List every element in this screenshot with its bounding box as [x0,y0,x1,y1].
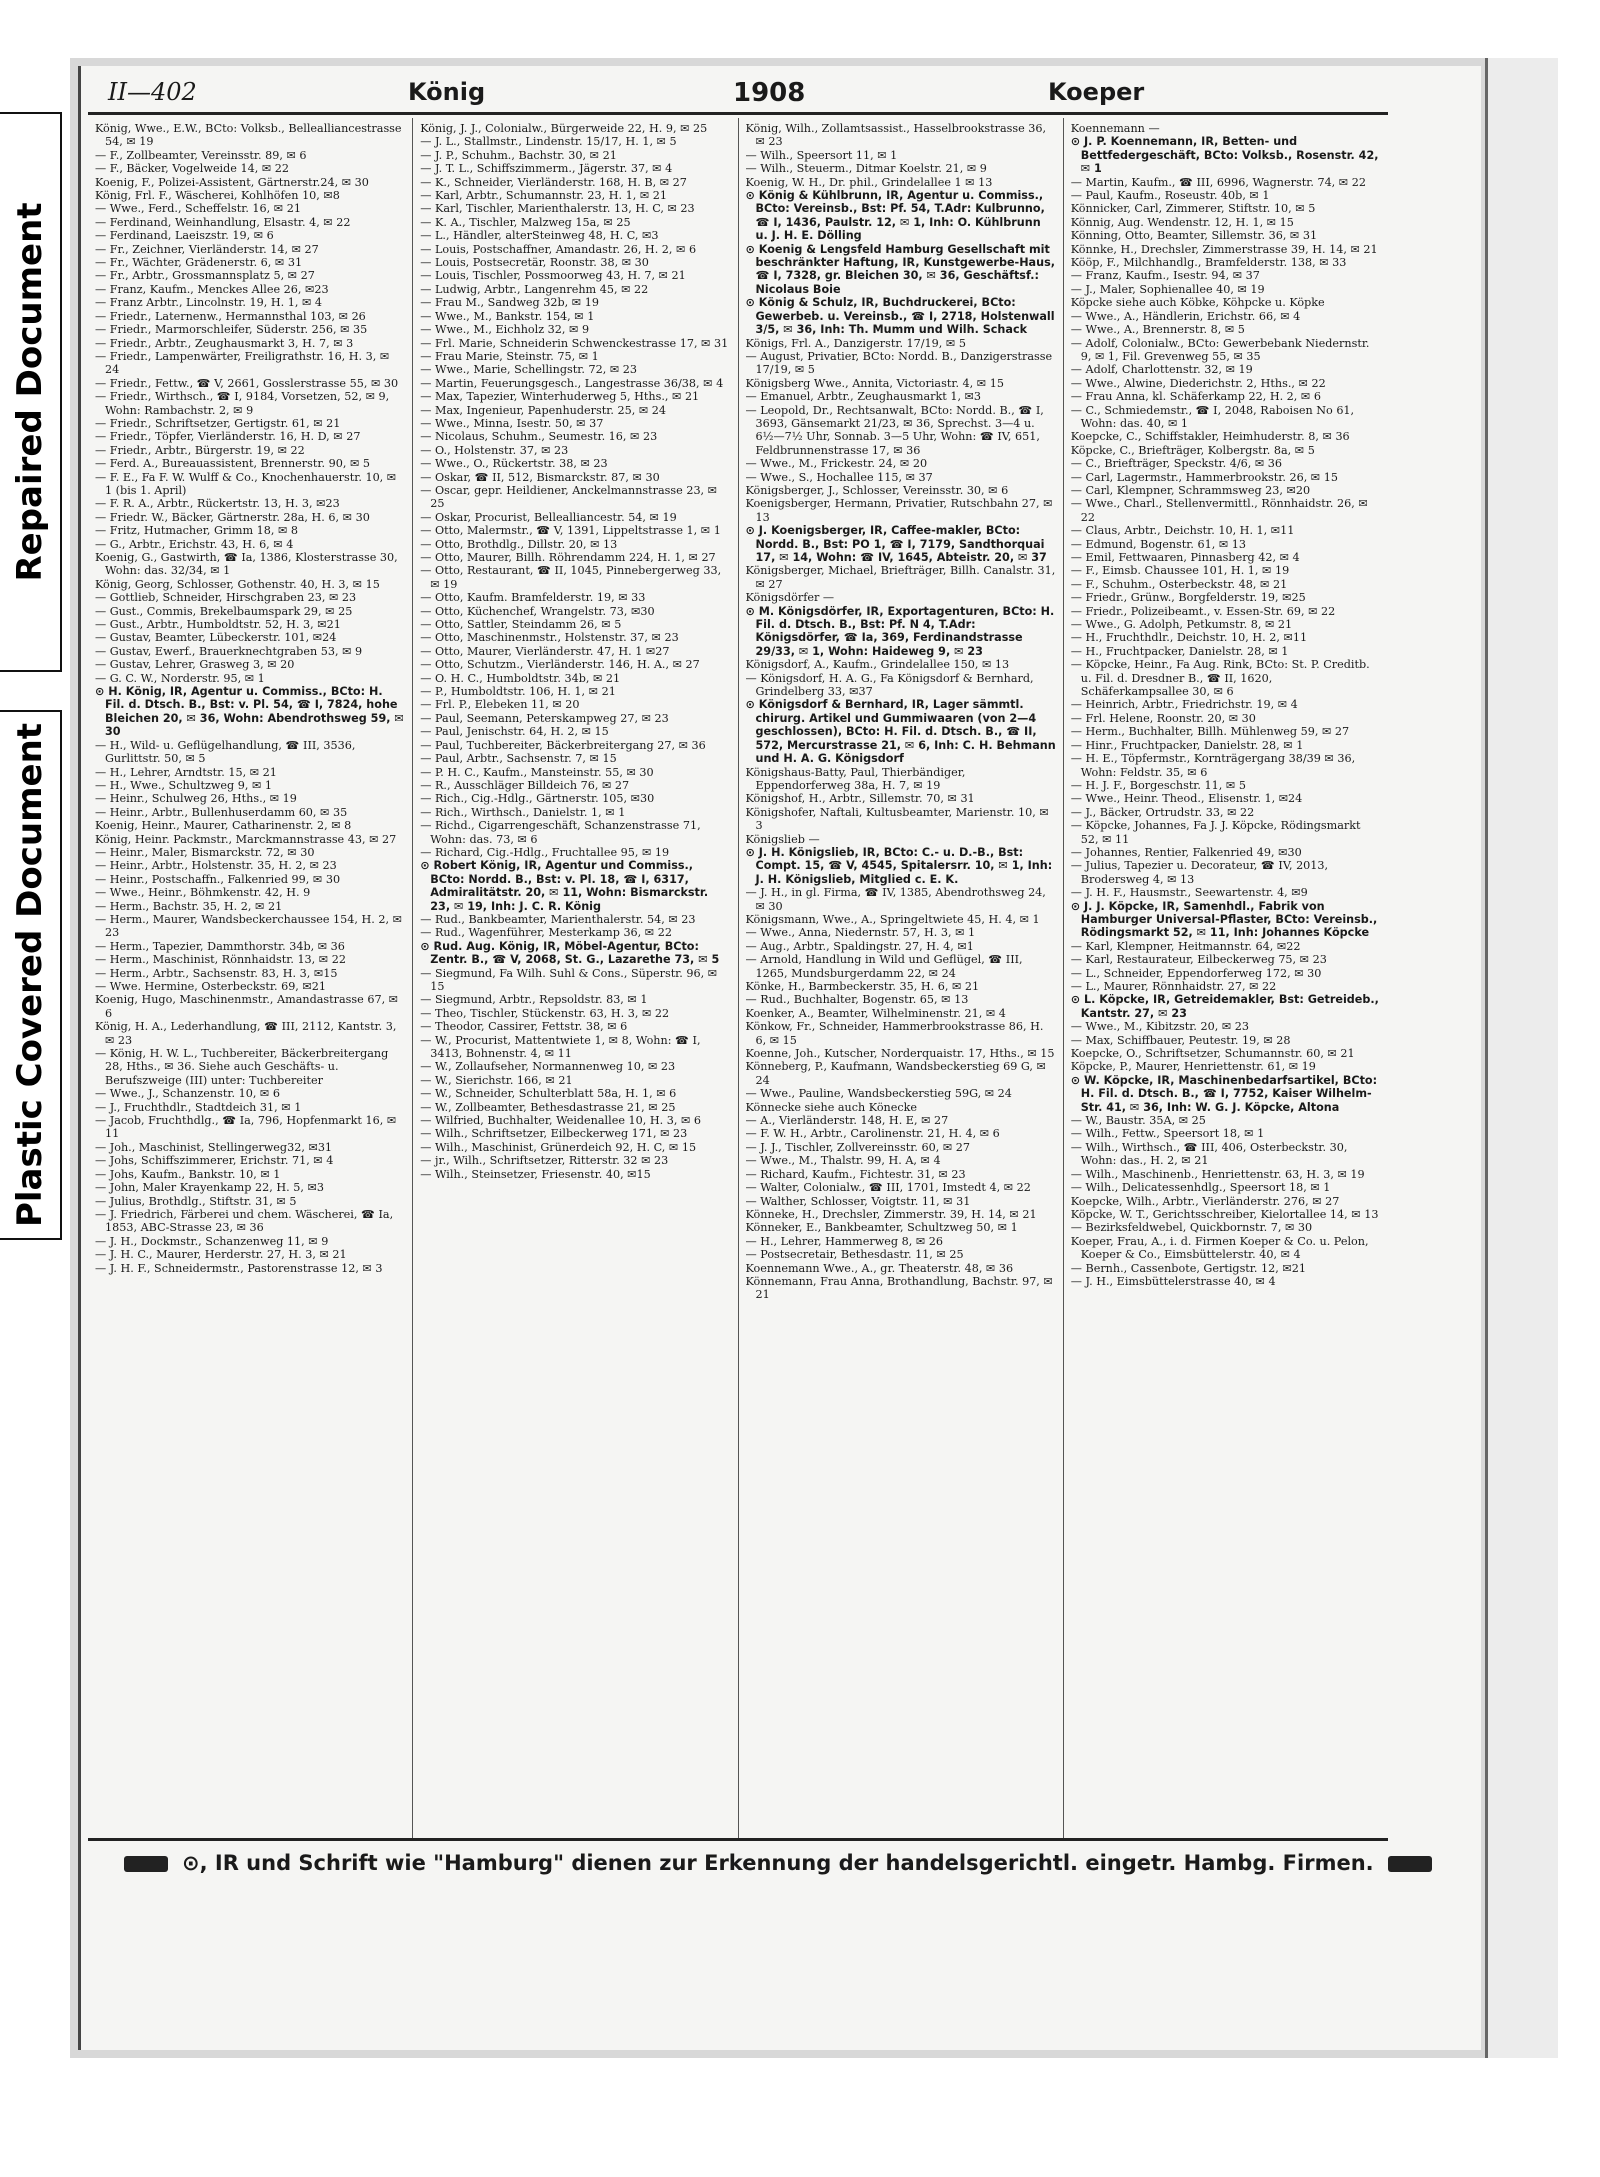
directory-entry: — Richd., Cigarrengeschäft, Schanzenstrasse 71, Wohn: das. 73, ✉ 6 [420,819,701,846]
directory-entry: Koenig, W. H., Dr. phil., Grindelallee 1 ✉ 13 [745,175,993,189]
directory-entry: ⊙ König & Schulz, IR, Buchdruckerei, BCto: Gewerbeb. u. Vereinsb., ☎ I, 2718, Holstenwall 3/5, ✉ 36, Inh: Th. Mumm und Wilh. Schack [745,296,1055,337]
directory-entry: — Friedr., Wirthsch., ☎ I, 9184, Vorsetzen, 52, ✉ 9, Wohn: Rambachstr. 2, ✉ 9 [95,390,390,417]
directory-entry: — Herm., Buchhalter, Billh. Mühlenweg 59, ✉ 27 [1070,725,1350,739]
directory-entry: — Köpcke, Heinr., Fa Aug. Rink, BCto: St. P. Creditb. u. Fil. d. Dresdner B., ☎ II, 1620, Schäferkampsallee 30, ✉ 6 [1070,658,1370,699]
directory-entry: — Heinr., Postschaffn., Falkenried 99, ✉ 30 [95,872,341,886]
directory-entry: — Bezirksfeldwebel, Quickbornstr. 7, ✉ 30 [1070,1221,1313,1235]
directory-entry: — Frau M., Sandweg 32b, ✉ 19 [420,296,599,310]
directory-entry: — Wwe., M., Eichholz 32, ✉ 9 [420,323,590,337]
directory-entry: Köpcke, W. T., Gerichtsschreiber, Kielortallee 14, ✉ 13 [1070,1207,1379,1221]
directory-entry: — Carl, Lagermstr., Hammerbrookstr. 26, ✉ 15 [1070,470,1338,484]
directory-entry: Königslieb — [745,832,820,846]
directory-entry: — Karl, Klempner, Heitmannstr. 64, ✉22 [1070,939,1301,953]
directory-entry: — Bernh., Cassenbote, Gertigstr. 12, ✉21 [1070,1261,1306,1275]
directory-entry: — Wilh., Speersort 11, ✉ 1 [745,148,898,162]
directory-entry: ⊙ Robert König, IR, Agentur und Commiss., BCto: Nordd. B., Bst: v. Pl. 18, ☎ I, 6317, Admiralitätstr. 20, ✉ 11, Wohn: Bismarckstr. 23, ✉ 19, Inh: J. C. R. König [420,859,709,913]
directory-entry: — F., Schuhm., Osterbeckstr. 48, ✉ 21 [1070,577,1288,591]
directory-entry: — Edmund, Bogenstr. 61, ✉ 13 [1070,537,1247,551]
directory-entry: — Heinr., Maler, Bismarckstr. 72, ✉ 30 [95,845,315,859]
directory-entry: — L., Händler, alterSteinweg 48, H. C, ✉3 [420,229,659,243]
directory-entry: — H., Lehrer, Hammerweg 8, ✉ 26 [745,1234,944,1248]
plastic-covered-tab [0,710,62,1240]
directory-entry: — Wwe. Hermine, Osterbeckstr. 69, ✉21 [95,980,327,993]
directory-entry: — Richard, Kaufm., Fichtestr. 31, ✉ 23 [745,1167,966,1181]
directory-entry: Koenne, Joh., Kutscher, Norderquaistr. 17, Hths., ✉ 15 [745,1047,1055,1061]
directory-entry: — Friedr., Polizeibeamt., v. Essen-Str. 69, ✉ 22 [1070,604,1336,618]
directory-entry: Könnicker, Carl, Zimmerer, Stiftstr. 10, ✉ 5 [1070,202,1316,216]
directory-entry: — J. Friedrich, Färberei und chem. Wäscherei, ☎ Ia, 1853, ABC-Strasse 23, ✉ 36 [95,1207,394,1235]
directory-entry: — J., Bäcker, Ortrudstr. 33, ✉ 22 [1070,805,1255,819]
directory-entry: — Walter, Colonialw., ☎ III, 1701, Imstedt 4, ✉ 22 [745,1181,1031,1195]
directory-entry: — F., Bäcker, Vogelweide 14, ✉ 22 [95,162,289,176]
directory-entry: ⊙ Koenig & Lengsfeld Hamburg Gesellschaft mit beschränkter Haftung, IR, Kunstgewerbe-Haus, ☎ I, 7328, gr. Bleichen 30, ✉ 36, Geschäftsf.: Nicolaus Boie [745,242,1055,296]
directory-entry: — Ludwig, Arbtr., Langenrehm 45, ✉ 22 [420,282,649,296]
directory-entry: — Otto, Küchenchef, Wrangelstr. 73, ✉30 [420,604,655,618]
directory-entry: — H., Fruchtpacker, Danielstr. 28, ✉ 1 [1070,644,1289,658]
directory-entry: — Otto, Sattler, Steindamm 26, ✉ 5 [420,618,622,632]
directory-entry: König, H. A., Lederhandlung, ☎ III, 2112, Kantstr. 3, ✉ 23 [95,1020,397,1047]
directory-entry: — Paul, Jenischstr. 64, H. 2, ✉ 15 [420,725,609,739]
header-last-word: Koeper [1048,78,1145,106]
directory-entry: — Friedr., Fettw., ☎ V, 2661, Gosslerstrasse 55, ✉ 30 [95,376,399,390]
directory-entry: — F., Zollbeamter, Vereinsstr. 89, ✉ 6 [95,148,307,162]
directory-entry: — Wwe., Minna, Isestr. 50, ✉ 37 [420,416,604,430]
directory-entry: Königsdörfer — [745,591,835,605]
directory-entry: — J. H., Eimsbüttelerstrasse 40, ✉ 4 [1070,1274,1276,1288]
directory-entry: König, Heinr. Packmstr., Marckmannstrasse 43, ✉ 27 [95,832,397,846]
page-header [88,72,1388,115]
directory-entry: — Wilh., Wirthsch., ☎ III, 406, Osterbeckstr. 30, Wohn: das., H. 2, ✉ 21 [1070,1140,1348,1168]
directory-entry: König, J. J., Colonialw., Bürgerweide 22, H. 9, ✉ 25 [420,122,708,135]
directory-entry: — A., Vierländerstr. 148, H. E, ✉ 27 [745,1114,949,1128]
directory-entry: — Otto, Maschinenmstr., Holstenstr. 37, ✉ 23 [420,631,679,645]
directory-entry: — Frl. Helene, Roonstr. 20, ✉ 30 [1070,711,1256,725]
directory-entry: — J. T. L., Schiffszimmerm., Jägerstr. 37, ✉ 4 [420,162,673,176]
directory-entry: — Heinrich, Arbtr., Friedrichstr. 19, ✉ 4 [1070,698,1298,712]
directory-entry: — jr., Wilh., Schriftsetzer, Ritterstr. 32 ✉ 23 [420,1154,669,1168]
directory-entry: — Nicolaus, Schuhm., Seumestr. 16, ✉ 23 [420,430,658,444]
directory-entry: — P., Humboldtstr. 106, H. 1, ✉ 21 [420,685,616,699]
directory-entry: — Otto, Kaufm. Bramfelderstr. 19, ✉ 33 [420,591,646,605]
directory-entry: — Fr., Zeichner, Vierländerstr. 14, ✉ 27 [95,242,319,256]
directory-entry: — O. H. C., Humboldtstr. 34b, ✉ 21 [420,671,621,685]
directory-entry: — K., Schneider, Vierländerstr. 168, H. B, ✉ 27 [420,175,687,189]
directory-entry: — W., Sierichstr. 166, ✉ 21 [420,1073,573,1087]
directory-entry: ⊙ J. P. Koennemann, IR, Betten- und Bettfedergeschäft, BCto: Volksb., Rosenstr. 42, ✉ 1 [1070,135,1379,176]
directory-entry: — Wwe., G. Adolph, Petkumstr. 8, ✉ 21 [1070,618,1293,632]
column-4 [1064,118,1388,1838]
column-1 [88,118,413,1838]
column-3 [739,118,1064,1838]
directory-entry: — W., Procurist, Mattentwiete 1, ✉ 8, Wohn: ☎ I, 3413, Bohnenstr. 4, ✉ 11 [420,1033,701,1061]
directory-entry: — Rud., Bankbeamter, Marienthalerstr. 54, ✉ 23 [420,912,696,926]
directory-entry: Könke, H., Barmbeckerstr. 35, H. 6, ✉ 21 [745,980,980,993]
directory-entry: — Franz, Kaufm., Menckes Allee 26, ✉23 [95,282,329,296]
directory-entry: — J. H., Dockmstr., Schanzenweg 11, ✉ 9 [95,1234,329,1248]
directory-entry: König, Wilh., Zollamtsassist., Hasselbrookstrasse 36, ✉ 23 [745,122,1047,149]
directory-entry: — Wilh., Maschinenb., Henriettenstr. 63, H. 3, ✉ 19 [1070,1167,1365,1181]
directory-entry: — Wilh., Fettw., Speersort 18, ✉ 1 [1070,1127,1265,1141]
directory-entry: — Karl, Tischler, Marienthalerstr. 13, H. C, ✉ 23 [420,202,695,216]
directory-entry: Koeper, Frau, A., i. d. Firmen Koeper & Co. u. Pelon, Koeper & Co., Eimsbüttelerstr. 40, ✉ 4 [1070,1234,1369,1262]
directory-entry: — C., Briefträger, Speckstr. 4/6, ✉ 36 [1070,457,1282,471]
directory-entry: — Theo, Tischler, Stückenstr. 63, H. 3, ✉ 22 [420,1006,670,1020]
directory-entry: — Max, Ingenieur, Papenhuderstr. 25, ✉ 24 [420,403,666,417]
directory-entry: Kööp, F., Milchhandlg., Bramfelderstr. 138, ✉ 33 [1070,256,1347,270]
directory-entry: — Wilh., Delicatessenhdlg., Speersort 18, ✉ 1 [1070,1181,1331,1195]
directory-entry: — August, Privatier, BCto: Nordd. B., Danzigerstrasse 17/19, ✉ 5 [745,349,1053,377]
directory-entry: — P. H. C., Kaufm., Mansteinstr. 55, ✉ 30 [420,765,654,779]
directory-entry: — Oskar, ☎ II, 512, Bismarckstr. 87, ✉ 30 [420,470,660,484]
directory-entry: — Johs, Schiffszimmerer, Erichstr. 71, ✉ 4 [95,1154,334,1168]
directory-entry: — Rud., Wagenführer, Mesterkamp 36, ✉ 22 [420,926,672,940]
directory-entry: — Aug., Arbtr., Spaldingstr. 27, H. 4, ✉1 [745,939,974,953]
directory-entry: Könkow, Fr., Schneider, Hammerbrookstrasse 86, H. 6, ✉ 15 [745,1020,1044,1047]
directory-entry: — Max, Tapezier, Winterhuderweg 5, Hths., ✉ 21 [420,390,700,404]
directory-entry: — Köpcke, Johannes, Fa J. J. Köpcke, Rödingsmarkt 52, ✉ 11 [1070,819,1361,846]
directory-entry: — J. P., Schuhm., Bachstr. 30, ✉ 21 [420,148,617,162]
directory-entry: — Herm., Arbtr., Sachsenstr. 83, H. 3, ✉15 [95,966,338,980]
directory-entry: Koennemann — [1070,122,1160,135]
directory-entry: — Adolf, Charlottenstr. 32, ✉ 19 [1070,363,1253,377]
directory-entry: — Gust., Commis, Brekelbaumspark 29, ✉ 25 [95,604,353,618]
directory-entry: — Paul, Tuchbereiter, Bäckerbreitergang 27, ✉ 36 [420,738,706,752]
directory-entry: — W., Zollbeamter, Bethesdastrasse 21, ✉ 25 [420,1100,676,1114]
directory-entry: Könnecke siehe auch Könecke [745,1100,918,1114]
directory-entry: — J. H., in gl. Firma, ☎ IV, 1385, Abendrothsweg 24, ✉ 30 [745,886,1046,913]
directory-entry: — Wilfried, Buchhalter, Weidenallee 10, H. 3, ✉ 6 [420,1114,702,1128]
directory-entry: Könning, Otto, Beamter, Sillemstr. 36, ✉ 31 [1070,229,1318,243]
directory-entry: Köpcke, C., Briefträger, Kolbergstr. 8a, ✉ 5 [1070,443,1315,457]
directory-entry: — F. E., Fa F. W. Wulff & Co., Knochenhauerstr. 10, ✉ 1 (bis 1. April) [95,470,397,497]
directory-entry: Könneke, H., Drechsler, Zimmerstr. 39, H. 14, ✉ 21 [745,1207,1037,1221]
directory-entry: — Otto, Maurer, Vierländerstr. 47, H. 1 ✉27 [420,644,670,658]
pointing-hand-icon [124,1856,168,1872]
column-2 [413,118,738,1838]
directory-entry: — Emil, Fettwaaren, Pinnasberg 42, ✉ 4 [1070,551,1300,564]
directory-entry: — Fr., Arbtr., Grossmannsplatz 5, ✉ 27 [95,269,315,283]
directory-entry: — Frau Anna, kl. Schäferkamp 22, H. 2, ✉ 6 [1070,390,1321,404]
directory-entry: — G. C. W., Norderstr. 95, ✉ 1 [95,671,265,685]
directory-entry: — Wwe., A., Händlerin, Erichstr. 66, ✉ 4 [1070,309,1301,323]
pointing-hand-icon [1388,1856,1432,1872]
directory-entry: — Wwe., M., Frickestr. 24, ✉ 20 [745,457,928,471]
header-first-word: König [408,78,486,106]
directory-entry: — J. H. F., Hausmstr., Seewartenstr. 4, ✉9 [1070,886,1308,900]
directory-entry: — Otto, Schutzm., Vierländerstr. 146, H. A., ✉ 27 [420,658,700,672]
directory-entry: — Otto, Restaurant, ☎ II, 1045, Pinnebergerweg 33, ✉ 19 [420,564,722,591]
directory-entry: ⊙ Königsdorf & Bernhard, IR, Lager sämmtl. chirurg. Artikel und Gummiwaaren (von 2—4 geschlossen), BCto: H. Fil. d. Dtsch. B., ☎ II, 572, Mercurstrasse 21, ✉ 6, Inh: C. H. Behmann und H. A. G. Königsdorf [745,698,1056,766]
directory-entry: — Wwe., Heinr., Böhmkenstr. 42, H. 9 [95,886,311,900]
directory-entry: — Martin, Kaufm., ☎ III, 6996, Wagnerstr. 74, ✉ 22 [1070,175,1366,189]
directory-entry: — Otto, Malermstr., ☎ V, 1391, Lippeltstrasse 1, ✉ 1 [420,524,721,538]
directory-entry: — John, Maler Krayenkamp 22, H. 5, ✉3 [95,1181,324,1195]
directory-entry: — Johs, Kaufm., Bankstr. 10, ✉ 1 [95,1167,281,1181]
directory-entry: Königsberger, J., Schlosser, Vereinsstr. 30, ✉ 6 [745,483,1009,497]
directory-entry: — König, H. W. L., Tuchbereiter, Bäckerbreitergang 28, Hths., ✉ 36. Siehe auch Geschäfts- u. Berufszweige (III) unter: Tuchbereiter [95,1047,389,1087]
directory-entry: — J., Fruchthdlr., Stadtdeich 31, ✉ 1 [95,1100,302,1114]
directory-entry: Königsmann, Wwe., A., Springeltwiete 45, H. 4, ✉ 1 [745,912,1040,926]
directory-entry: — Martin, Feuerungsgesch., Langestrasse 36/38, ✉ 4 [420,376,724,390]
directory-entry: — Friedr., Schriftsetzer, Gertigstr. 61, ✉ 21 [95,416,341,430]
directory-entry: — Richard, Cig.-Hdlg., Fruchtallee 95, ✉ 19 [420,845,670,859]
directory-entry: — Otto, Brothdlg., Dillstr. 20, ✉ 13 [420,537,618,551]
directory-entry: — J. H. F., Schneidermstr., Pastorenstrasse 12, ✉ 3 [95,1261,383,1275]
directory-entry: Köpcke, P., Maurer, Henriettenstr. 61, ✉ 19 [1070,1060,1316,1074]
directory-entry: — Herm., Maurer, Wandsbeckerchaussee 154, H. 2, ✉ 23 [95,912,402,940]
directory-entry: — Wwe., M., Kibitzstr. 20, ✉ 23 [1070,1020,1250,1034]
directory-entry: — Max, Schiffbauer, Peutestr. 19, ✉ 28 [1070,1033,1291,1047]
directory-entry: — Fritz, Hutmacher, Grimm 18, ✉ 8 [95,524,299,538]
directory-entry: — Frl. P., Elebeken 11, ✉ 20 [420,698,580,712]
directory-entry: — Wwe., Alwine, Diederichstr. 2, Hths., ✉ 22 [1070,376,1326,390]
directory-entry: Königs, Frl. A., Danzigerstr. 17/19, ✉ 5 [745,336,966,350]
directory-entry: — Theodor, Cassirer, Fettstr. 38, ✉ 6 [420,1020,628,1034]
directory-entry: Koenig, F., Polizei-Assistent, Gärtnerstr.24, ✉ 30 [95,175,369,189]
directory-entry: König, Georg, Schlosser, Gothenstr. 40, H. 3, ✉ 15 [95,577,380,591]
directory-entry: Königsdorf, A., Kaufm., Grindelallee 150, ✉ 13 [745,658,1010,672]
directory-entry: Koenigsberger, Hermann, Privatier, Rutschbahn 27, ✉ 13 [745,497,1053,524]
directory-entry: — H., Wwe., Schultzweg 9, ✉ 1 [95,778,273,792]
directory-entry: — Emanuel, Arbtr., Zeughausmarkt 1, ✉3 [745,390,982,404]
directory-entry: ⊙ H. König, IR, Agentur u. Commiss., BCto: H. Fil. d. Dtsch. B., Bst: v. Pl. 54, ☎ I, 7824, hohe Bleichen 20, ✉ 36, Wohn: Abendrothsweg 59, ✉ 30 [95,685,404,739]
directory-entry: — Karl, Arbtr., Schumannstr. 23, H. 1, ✉ 21 [420,189,668,203]
directory-entry: Königshofer, Naftali, Kultusbeamter, Marienstr. 10, ✉ 3 [745,805,1049,833]
directory-entry: — Paul, Arbtr., Sachsenstr. 7, ✉ 15 [420,752,617,766]
directory-entry: — Franz Arbtr., Lincolnstr. 19, H. 1, ✉ 4 [95,296,323,310]
directory-entry: ⊙ J. H. Königslieb, IR, BCto: C.- u. D.-B., Bst: Compt. 15, ☎ V, 4545, Spitalersrr. 10, ✉ 1, Inh: J. H. Königslieb, Mitglied c. E. K. [745,845,1053,886]
directory-entry: — Friedr., Laternenw., Hermannsthal 103, ✉ 26 [95,309,366,323]
directory-entry: Koenig, Heinr., Maurer, Catharinenstr. 2, ✉ 8 [95,819,352,833]
directory-entry: König, Wwe., E.W., BCto: Volksb., Bellealliancestrasse 54, ✉ 19 [95,122,402,149]
directory-entry: — Friedr., Grünw., Borgfelderstr. 19, ✉25 [1070,591,1306,605]
directory-entry: — W., Zollaufseher, Normannenweg 10, ✉ 23 [420,1060,676,1074]
directory-entry: Königshof, H., Arbtr., Sillemstr. 70, ✉ 31 [745,792,975,806]
directory-entry: — Friedr., Töpfer, Vierländerstr. 16, H. D, ✉ 27 [95,430,361,444]
directory-entry: — H., Lehrer, Arndtstr. 15, ✉ 21 [95,765,277,779]
directory-entry: — R., Ausschläger Billdeich 76, ✉ 27 [420,778,630,792]
directory-entry: — Paul, Seemann, Peterskampweg 27, ✉ 23 [420,711,669,725]
directory-entry: — Wwe., M., Thalstr. 99, H. A, ✉ 4 [745,1154,941,1168]
page-number: II—402 [108,78,197,106]
directory-entry: — Adolf, Colonialw., BCto: Gewerbebank Niedernstr. 9, ✉ 1, Fil. Grevenweg 55, ✉ 35 [1070,336,1370,363]
directory-entry: — Wwe., Marie, Schellingstr. 72, ✉ 23 [420,363,637,377]
directory-entry: — J. H. C., Maurer, Herderstr. 27, H. 3, ✉ 21 [95,1248,347,1262]
directory-entry: — Louis, Postsecretär, Roonstr. 38, ✉ 30 [420,256,649,270]
directory-entry: — Rich., Wirthsch., Danielstr. 1, ✉ 1 [420,805,626,819]
directory-entry: — Wwe., J., Schanzenstr. 10, ✉ 6 [95,1087,280,1101]
directory-entry: ⊙ J. Koenigsberger, IR, Caffee-makler, BCto: Nordd. B., Bst: PO 1, ☎ I, 7179, Sandthorquai 17, ✉ 14, Wohn: ☎ IV, 1645, Abteistr. 20, ✉ 37 [745,524,1047,564]
directory-entry: — Franz, Kaufm., Isestr. 94, ✉ 37 [1070,269,1260,283]
directory-entry: — Paul, Kaufm., Roseustr. 40b, ✉ 1 [1070,189,1270,203]
directory-entry: Köpcke siehe auch Köbke, Köhpcke u. Köpke [1070,296,1325,310]
side-labels [0,60,62,1240]
directory-entry: Könneberg, P., Kaufmann, Wandsbeckerstieg 69 G, ✉ 24 [745,1060,1046,1087]
directory-entry: König, Frl. F., Wäscherei, Kohlhöfen 10, ✉8 [95,189,340,203]
directory-entry: — Oskar, Procurist, Bellealliancestr. 54, ✉ 19 [420,510,677,524]
directory-entry: ⊙ L. Köpcke, IR, Getreidemakler, Bst: Getreideb., Kantstr. 27, ✉ 23 [1070,993,1379,1020]
directory-entry: — Friedr. W., Bäcker, Gärtnerstr. 28a, H. 6, ✉ 30 [95,510,370,524]
directory-entry: — H., Fruchthdlr., Deichstr. 10, H. 2, ✉11 [1070,631,1308,645]
directory-entry: — Gustav, Beamter, Lübeckerstr. 101, ✉24 [95,631,337,645]
directory-entry: — Wwe., A., Brennerstr. 8, ✉ 5 [1070,323,1245,337]
directory-entry: — L., Maurer, Rönnhaidstr. 27, ✉ 22 [1070,980,1277,993]
directory-entry: — Oscar, gepr. Heildiener, Anckelmannstrasse 23, ✉ 25 [420,483,718,511]
repaired-document-tab [0,112,62,672]
directory-entry: — Arnold, Handlung in Wild und Geflügel, ☎ III, 1265, Mundsburgerdamm 22, ✉ 24 [745,953,1023,980]
directory-entry: — Friedr., Arbtr., Zeughausmarkt 3, H. 7, ✉ 3 [95,336,354,350]
directory-entry: — Wilh., Schriftsetzer, Eilbeckerweg 171, ✉ 23 [420,1127,688,1141]
facing-page-edge [1485,58,1558,2058]
directory-entry: — Wwe., Anna, Niedernstr. 57, H. 3, ✉ 1 [745,926,976,940]
directory-entry: — Frau Marie, Steinstr. 75, ✉ 1 [420,349,599,363]
directory-entry: Königsberger, Michael, Briefträger, Billh. Canalstr. 31, ✉ 27 [745,564,1056,591]
directory-entry: — F. W. H., Arbtr., Carolinenstr. 21, H. 4, ✉ 6 [745,1127,1000,1141]
directory-entry: — O., Holstenstr. 37, ✉ 23 [420,443,569,457]
directory-entry: — Ferdinand, Laeiszstr. 19, ✉ 6 [95,229,274,243]
directory-entry: — Frl. Marie, Schneiderin Schwenckestrasse 17, ✉ 31 [420,336,729,350]
directory-entry: ⊙ König & Kühlbrunn, IR, Agentur u. Commiss., BCto: Vereinsb., Bst: Pf. 54, T.Adr: Kulbrunno, ☎ I, 1436, Paulstr. 12, ✉ 1, Inh: O. Kühlbrunn u. J. H. E. Dölling [745,189,1045,243]
directory-entry: — Friedr., Lampenwärter, Freiligrathstr. 16, H. 3, ✉ 24 [95,349,390,377]
directory-entry: ⊙ Rud. Aug. König, IR, Möbel-Agentur, BCto: Zentr. B., ☎ V, 2068, St. G., Lazarethe 73, ✉ 5 [420,939,720,967]
directory-entry: ⊙ J. J. Köpcke, IR, Samenhdl., Fabrik von Hamburger Universal-Pflaster, BCto: Vereinsb., Rödingsmarkt 52, ✉ 11, Inh: Johannes Köpcke [1070,899,1378,940]
directory-entry: — Gottlieb, Schneider, Hirschgraben 23, ✉ 23 [95,591,357,605]
directory-entry: — Johannes, Rentier, Falkenried 49, ✉30 [1070,845,1302,859]
directory-entry: — Wilh., Steuerm., Ditmar Koelstr. 21, ✉ 9 [745,162,987,176]
directory-entry: — Siegmund, Fa Wilh. Suhl & Cons., Süperstr. 96, ✉ 15 [420,966,718,993]
footer-text: ⊙, IR und Schrift wie "Hamburg" dienen zur Erkennung der handelsgerichtl. eingetr. Hambg. Firmen. [182,1851,1374,1875]
directory-entry: Könnemann, Frau Anna, Brothandlung, Bachstr. 97, ✉ 21 [745,1274,1053,1302]
directory-entry: — Wwe., S., Hochallee 115, ✉ 37 [745,470,933,484]
directory-entry: — H. E., Töpfermstr., Kornträgergang 38/39 ✉ 36, Wohn: Feldstr. 35, ✉ 6 [1070,752,1356,779]
directory-entry: Könnke, H., Drechsler, Zimmerstrasse 39, H. 14, ✉ 21 [1070,242,1378,256]
directory-entry: — Jacob, Fruchthdlg., ☎ Ia, 796, Hopfenmarkt 16, ✉ 11 [95,1114,397,1141]
directory-entry: Koenig, Hugo, Maschinenmstr., Amandastrasse 67, ✉ 6 [95,993,399,1020]
directory-entry: Königshaus-Batty, Paul, Thierbändiger, Eppendorferweg 38a, H. 7, ✉ 19 [745,765,966,792]
directory-entry: — Louis, Tischler, Possmoorweg 43, H. 7, ✉ 21 [420,269,686,283]
directory-entry: — Louis, Postschaffner, Amandastr. 26, H. 2, ✉ 6 [420,242,697,256]
directory-entry: — Herm., Bachstr. 35, H. 2, ✉ 21 [95,899,283,913]
directory-entry: — Joh., Maschinist, Stellingerweg32, ✉31 [95,1140,333,1154]
directory-entry: — K. A., Tischler, Malzweg 15a, ✉ 25 [420,215,631,229]
directory-entry: Könnig, Aug. Wendenstr. 12, H. 1, ✉ 15 [1070,215,1294,229]
directory-entry: — Rich., Cig.-Hdlg., Gärtnerstr. 105, ✉30 [420,792,655,806]
directory-entry: — Friedr., Marmorschleifer, Süderstr. 256, ✉ 35 [95,323,368,337]
directory-entry: — Wwe., O., Rückertstr. 38, ✉ 23 [420,457,608,471]
directory-entry: — J. J., Tischler, Zollvereinsstr. 60, ✉ 27 [745,1140,971,1154]
directory-entry: ⊙ M. Königsdörfer, IR, Exportagenturen, BCto: H. Fil. d. Dtsch. B., Bst: Pf. N 4, T.Adr: Königsdörfer, ☎ Ia, 369, Ferdinandstrasse 29/33, ✉ 1, Wohn: Haideweg 9, ✉ 23 [745,604,1055,658]
plastic-covered-label: Plastic Covered Document [10,722,50,1228]
directory-entry: — Siegmund, Arbtr., Repsoldstr. 83, ✉ 1 [420,993,648,1007]
directory-entry: — F. R. A., Arbtr., Rückertstr. 13, H. 3, ✉23 [95,497,340,511]
directory-entry: — Fr., Wächter, Grädenerstr. 6, ✉ 31 [95,256,303,270]
directory-entry: — Wwe., Charl., Stellenvermittl., Rönnhaidstr. 26, ✉ 22 [1070,497,1368,524]
directory-entry: — Julius, Brothdlg., Stiftstr. 31, ✉ 5 [95,1194,297,1208]
directory-entry: — Rud., Buchhalter, Bogenstr. 65, ✉ 13 [745,993,969,1007]
directory-entry: Königsberg Wwe., Annita, Victoriastr. 4, ✉ 15 [745,376,1004,390]
directory-entry: — Wwe., Heinr. Theod., Elisenstr. 1, ✉24 [1070,792,1303,806]
directory-entry: — Heinr., Arbtr., Bullenhuserdamm 60, ✉ 35 [95,805,348,819]
directory-entry: — Gust., Arbtr., Humboldtstr. 52, H. 3, ✉21 [95,618,341,632]
directory-entry: — Postsecretair, Bethesdastr. 11, ✉ 25 [745,1248,964,1262]
directory-entry: — Heinr., Schulweg 26, Hths., ✉ 19 [95,792,297,806]
directory-entry: — Friedr., Arbtr., Bürgerstr. 19, ✉ 22 [95,443,305,457]
directory-entry: — Wwe., Pauline, Wandsbeckerstieg 59G, ✉ 24 [745,1087,1012,1101]
directory-entry: — C., Schmiedemstr., ☎ I, 2048, Raboisen No 61, Wohn: das. 40, ✉ 1 [1070,403,1355,430]
directory-entry: — Königsdorf, H. A. G., Fa Königsdorf & Bernhard, Grindelberg 33, ✉37 [745,671,1034,699]
directory-entry: — Heinr., Arbtr., Holstenstr. 35, H. 2, ✉ 23 [95,859,337,873]
directory-columns [88,118,1388,1841]
directory-entry: — Hinr., Fruchtpacker, Danielstr. 28, ✉ 1 [1070,738,1304,752]
directory-entry: — Ferd. A., Bureauassistent, Brennerstr. 90, ✉ 5 [95,457,370,471]
directory-entry: — Wilh., Steinsetzer, Friesenstr. 40, ✉15 [420,1167,651,1181]
directory-entry: Koenig, G., Gastwirth, ☎ Ia, 1386, Klosterstrasse 30, Wohn: das. 32/34, ✉ 1 [95,551,398,578]
directory-entry: — H., Wild- u. Geflügelhandlung, ☎ III, 3536, Gurlittstr. 50, ✉ 5 [95,738,356,766]
directory-entry: — Gustav, Ewerf., Brauerknechtgraben 53, ✉ 9 [95,644,363,658]
directory-entry: ⊙ W. Köpcke, IR, Maschinenbedarfsartikel, BCto: H. Fil. d. Dtsch. B., ☎ I, 7752, Kaiser Wilhelm-Str. 41, ✉ 36, Inh: W. G. J. Köpcke, Altona [1070,1073,1378,1114]
directory-entry: — W., Schneider, Schulterblatt 58a, H. 1, ✉ 6 [420,1087,677,1101]
directory-entry: — Claus, Arbtr., Deichstr. 10, H. 1, ✉11 [1070,524,1295,538]
directory-entry: — Walther, Schlosser, Voigtstr. 11, ✉ 31 [745,1194,971,1208]
directory-entry: — Julius, Tapezier u. Decorateur, ☎ IV, 2013, Brodersweg 4, ✉ 13 [1070,859,1329,886]
directory-entry: Koennemann Wwe., A., gr. Theaterstr. 48, ✉ 36 [745,1261,1014,1275]
directory-entry: — G., Arbtr., Erichstr. 43, H. 6, ✉ 4 [95,537,294,551]
directory-entry: — Leopold, Dr., Rechtsanwalt, BCto: Nordd. B., ☎ I, 3693, Gänsemarkt 21/23, ✉ 36, Sprechst. 3—4 u. 6½—7½ Uhr, Sonnab. 3—5 Uhr, Wohn: ☎ IV, 651, Feldbrunnenstrasse 17, ✉ 36 [745,403,1044,457]
directory-entry: — Karl, Restaurateur, Eilbeckerweg 75, ✉ 23 [1070,953,1327,967]
directory-entry: — J. L., Stallmstr., Lindenstr. 15/17, H. 1, ✉ 5 [420,135,677,149]
repaired-document-label: Repaired Document [10,202,50,582]
directory-entry: — Ferdinand, Weinhandlung, Elsastr. 4, ✉ 22 [95,215,351,229]
directory-entry: — Otto, Maurer, Billh. Röhrendamm 224, H. 1, ✉ 27 [420,551,716,564]
directory-entry: — Wwe., Ferd., Scheffelstr. 16, ✉ 21 [95,202,301,216]
directory-entry: Koepcke, C., Schiffstakler, Heimhuderstr. 8, ✉ 36 [1070,430,1350,444]
directory-entry: — H. J. F., Borgeschstr. 11, ✉ 5 [1070,778,1246,792]
footer-note [110,1851,1374,1891]
directory-entry: — W., Baustr. 35A, ✉ 25 [1070,1114,1206,1128]
directory-entry: — Herm., Maschinist, Rönnhaidstr. 13, ✉ 22 [95,953,346,967]
directory-entry: Koenker, A., Beamter, Wilhelminenstr. 21, ✉ 4 [745,1006,1006,1020]
directory-entry: Koepcke, Wilh., Arbtr., Vierländerstr. 276, ✉ 27 [1070,1194,1340,1208]
header-year: 1908 [733,78,806,108]
directory-entry: — Wilh., Maschinist, Grünerdeich 92, H. C, ✉ 15 [420,1140,697,1154]
directory-entry: — F., Eimsb. Chaussee 101, H. 1, ✉ 19 [1070,564,1290,578]
directory-entry: — L., Schneider, Eppendorferweg 172, ✉ 30 [1070,966,1322,980]
directory-entry: — Herm., Tapezier, Dammthorstr. 34b, ✉ 36 [95,939,345,953]
directory-entry: — Wwe., M., Bankstr. 154, ✉ 1 [420,309,595,323]
directory-entry: — Gustav, Lehrer, Grasweg 3, ✉ 20 [95,658,295,672]
directory-entry: — J., Maler, Sophienallee 40, ✉ 19 [1070,282,1265,296]
directory-entry: Könneker, E., Bankbeamter, Schultzweg 50, ✉ 1 [745,1221,1018,1235]
directory-entry: Koepcke, O., Schriftsetzer, Schumannstr. 60, ✉ 21 [1070,1047,1355,1061]
directory-entry: — Carl, Klempner, Schrammsweg 23, ✉20 [1070,483,1311,497]
